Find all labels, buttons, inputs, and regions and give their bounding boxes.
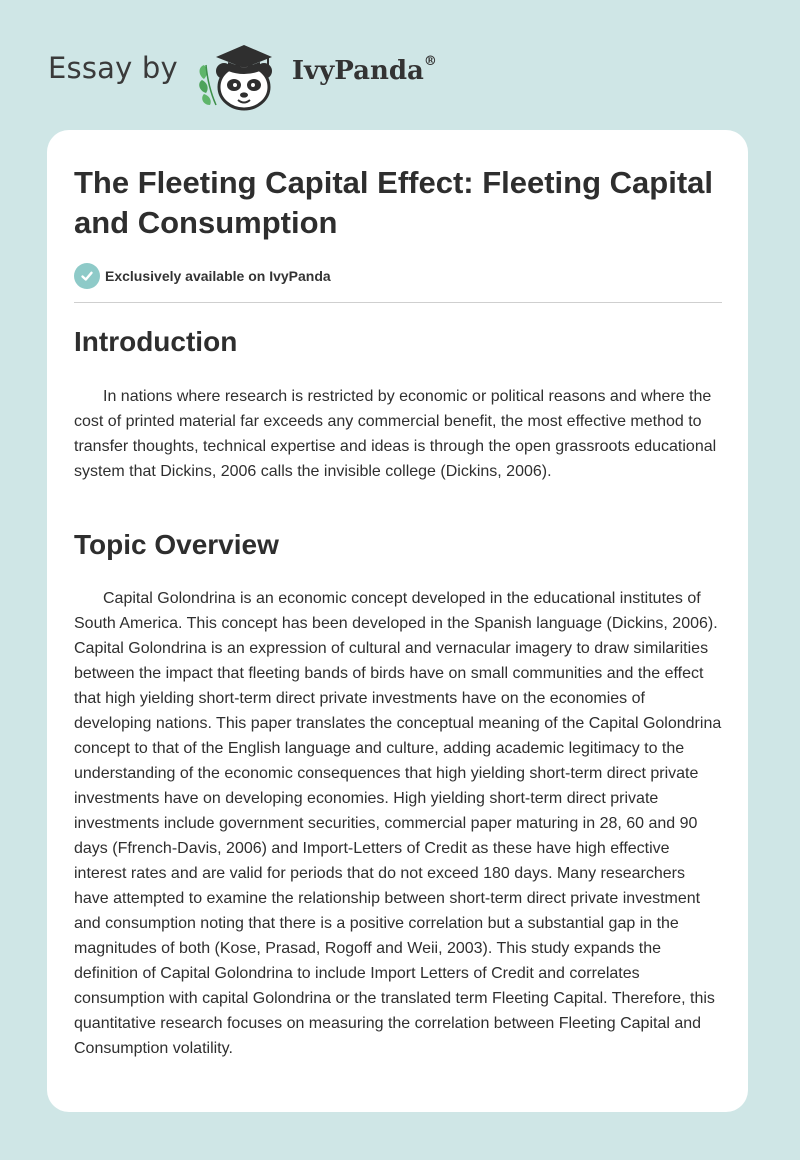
exclusive-text: Exclusively available on IvyPanda	[105, 268, 331, 284]
brand-text: IvyPanda	[291, 56, 424, 86]
divider	[74, 302, 722, 303]
section-heading-topic-overview: Topic Overview	[74, 529, 279, 560]
section-body-introduction: In nations where research is restricted by economic or political reasons and where the cost of printed material far exceeds any commercial benefit, the most effective method to transfer thoughts, technical expertise and ideas is through the open grassroots educational system that Dickins, 2006 calls the invisible college (Dickins, 2006).	[74, 388, 717, 480]
section-body-topic-overview: Capital Golondrina is an economic concept developed in the educational institutes of South America. This concept has been developed in the Spanish language (Dickins, 2006). Capital Golondrina is an expression of cultural and vernacular imagery to draw similarities between the impact that fleeting bands of birds have on small communities and the effect that high yielding short-term direct private investments have on the economies of developing nations. This paper translates the conceptual meaning of the Capital Golondrina concept to that of the English language and culture, adding academic legitimacy to the understanding of the economic consequences that high yielding short-term direct private investments have on developing economies. High yielding short-term direct private investments include government securities, commercial paper maturing in 28, 60 and 90 days (Ffrench-Davis, 2006) and Import-Letters of Credit as these have high effective interest rates and are valid for periods that do not exceed 180 days. Many researchers have attempted to examine the relationship between short-term direct private investment and consumption noting that there is a positive correlation but a substantial gap in the magnitudes of both (Kose, Prasad, Rogoff and Weii, 2003). This study expands the definition of Capital Golondrina to include Import Letters of Credit and correlates consumption with capital Golondrina or the translated term Fleeting Capital. Therefore, this quantitative research focuses on measuring the correlation between Fleeting Capital and Consumption volatility.	[74, 590, 722, 1057]
panda-graduate-icon	[194, 35, 286, 113]
check-icon	[74, 263, 100, 289]
essay-card	[47, 130, 748, 1112]
exclusive-badge	[74, 263, 331, 289]
essay-title: The Fleeting Capital Effect: Fleeting Capital and Consumption	[74, 165, 714, 240]
registered-mark: ®	[423, 54, 437, 70]
site-header	[48, 34, 437, 114]
essay-by-label: Essay by	[48, 51, 178, 85]
ivypanda-logo[interactable]	[194, 35, 437, 113]
section-heading-introduction: Introduction	[74, 326, 238, 357]
brand-name	[292, 56, 437, 86]
